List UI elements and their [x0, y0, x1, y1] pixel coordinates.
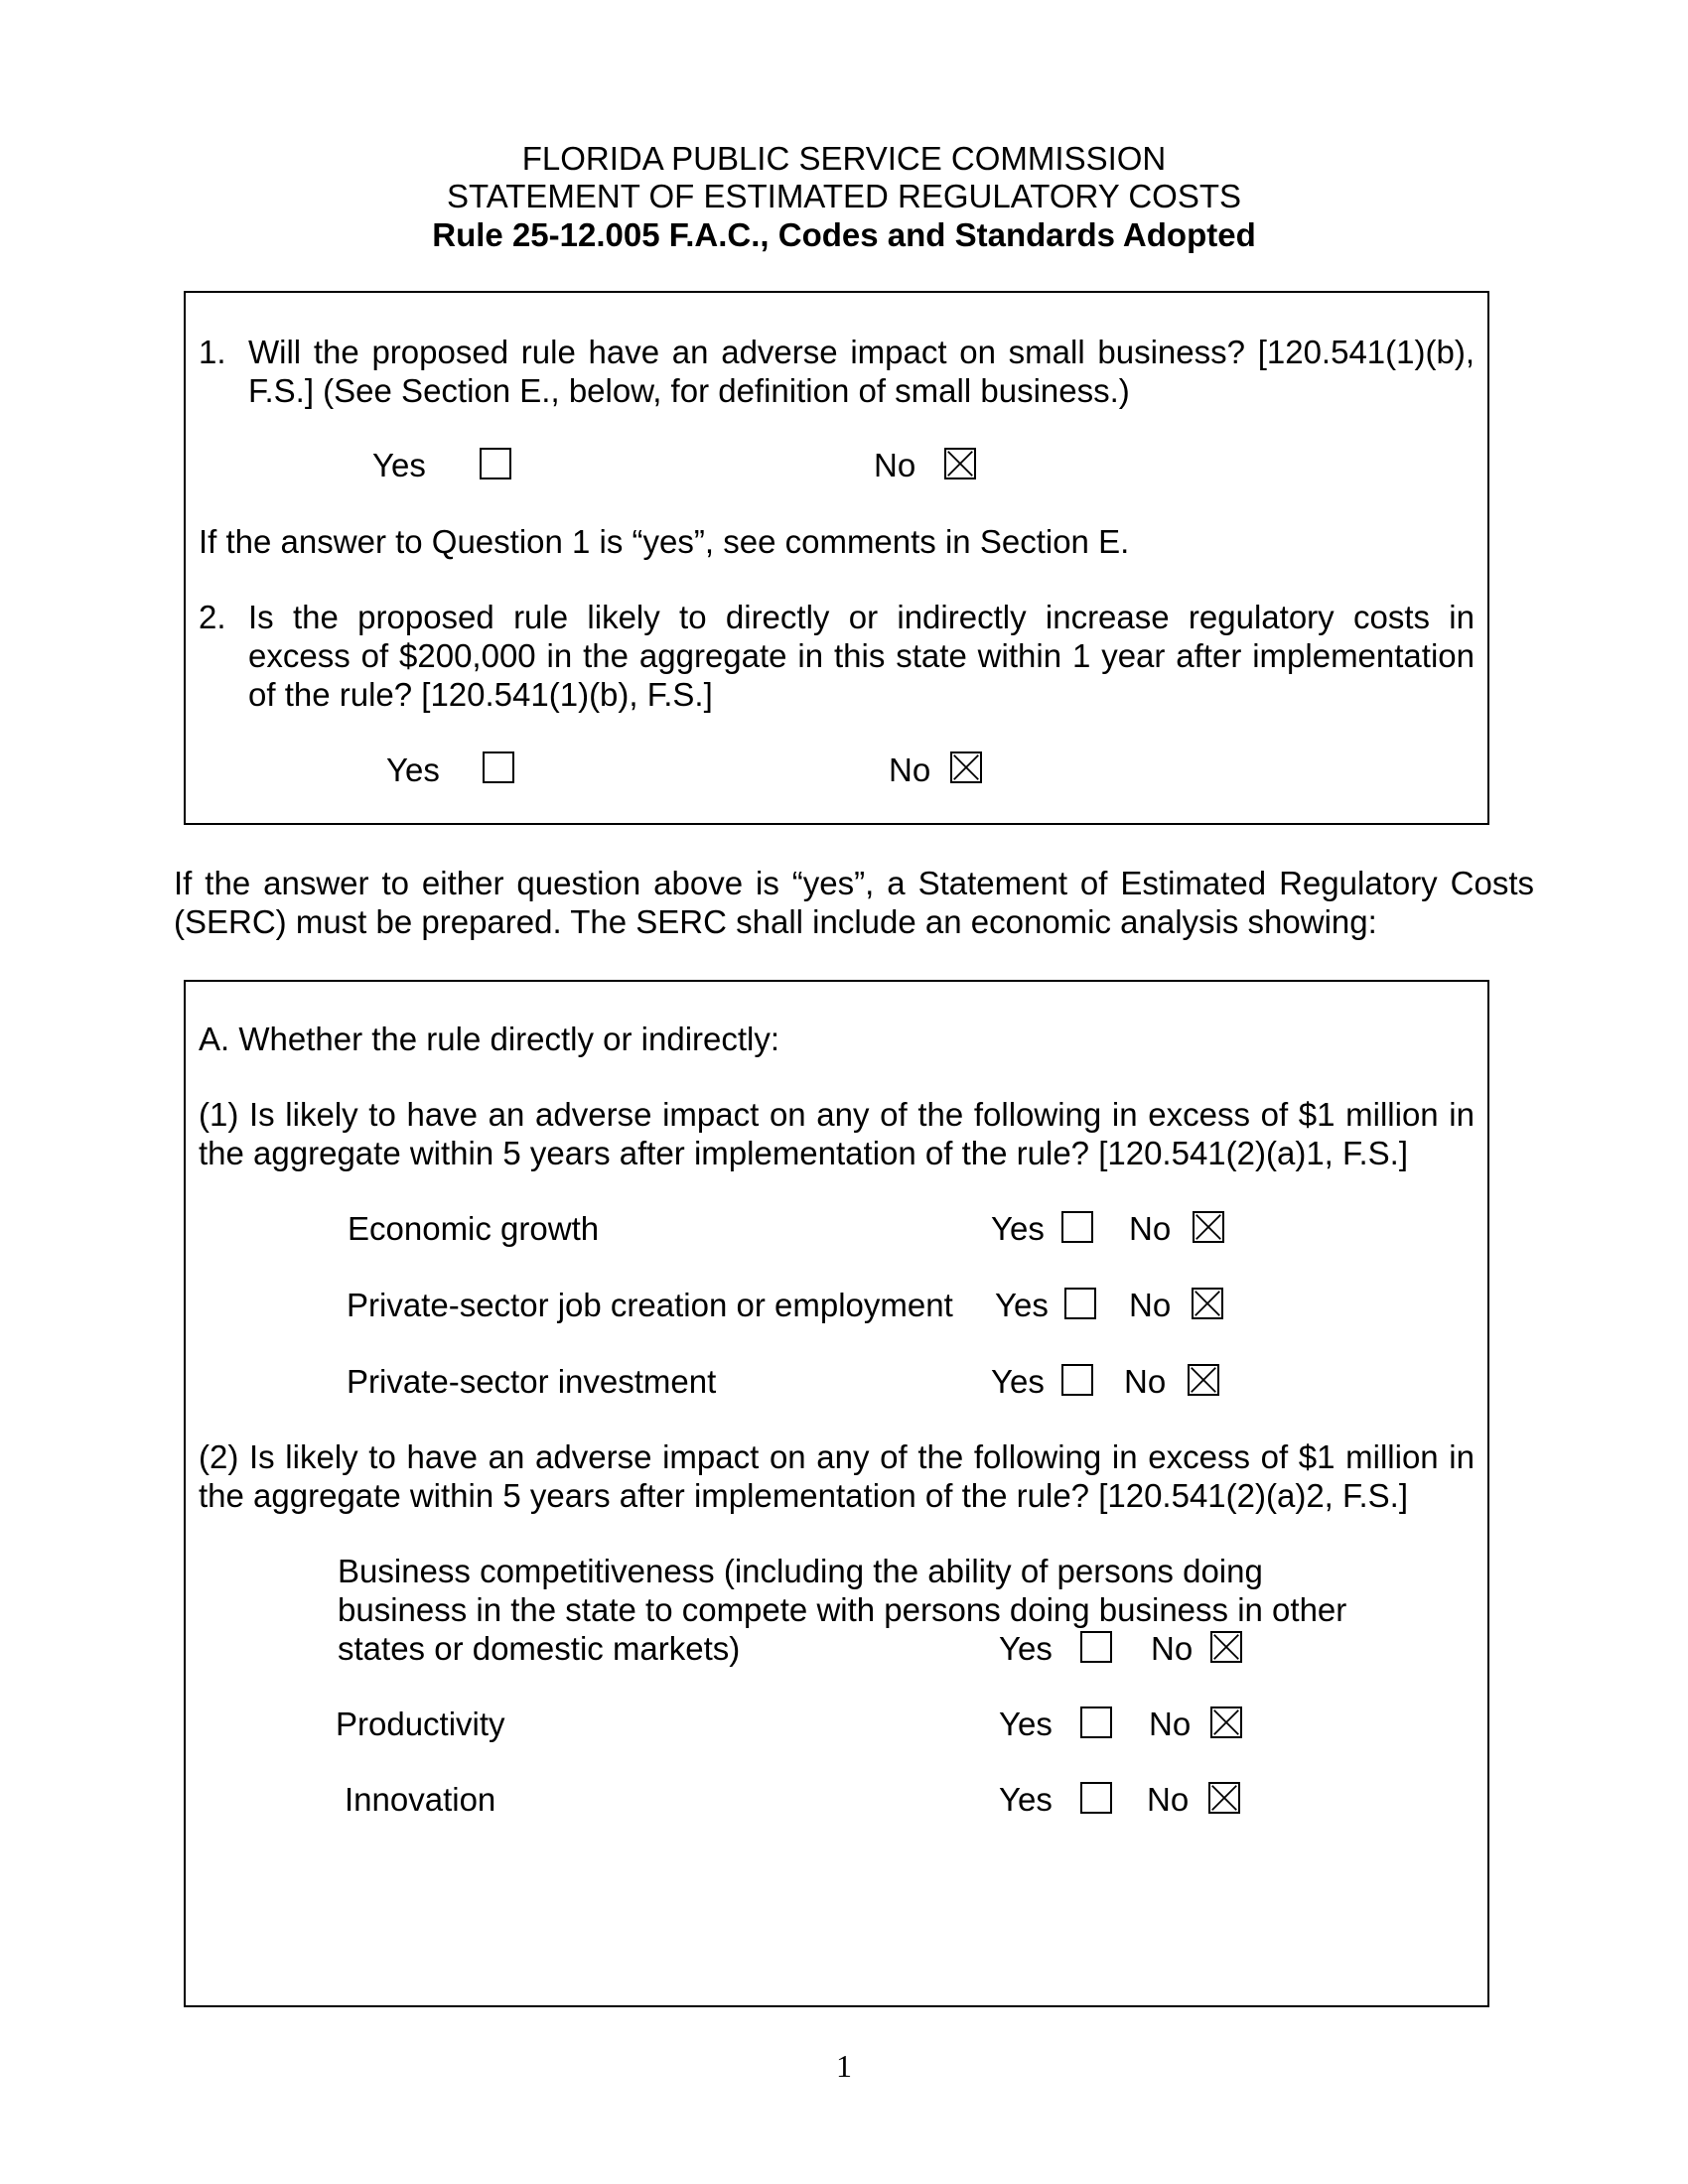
checked-x-icon [1190, 1366, 1217, 1394]
row-productivity-no-label: No [1149, 1706, 1192, 1742]
row-economic-growth-yes-label: Yes [991, 1210, 1045, 1247]
checked-x-icon [1212, 1633, 1240, 1661]
checked-x-icon [946, 450, 974, 478]
q2-no-checkbox[interactable] [950, 751, 982, 783]
checked-x-icon [1212, 1708, 1240, 1736]
q1-note: If the answer to Question 1 is “yes”, see comments in Section E. [199, 523, 1130, 560]
row-productivity-yes-checkbox[interactable] [1080, 1706, 1112, 1738]
row-productivity-yes-label: Yes [999, 1706, 1053, 1742]
row-competitiveness-yes-label: Yes [999, 1630, 1053, 1667]
row-economic-growth-label: Economic growth [348, 1210, 600, 1247]
row-economic-growth-yes-checkbox[interactable] [1061, 1211, 1093, 1243]
row-job-creation-no-label: No [1129, 1287, 1172, 1323]
checked-x-icon [1210, 1784, 1238, 1812]
q1-yes-label: Yes [372, 447, 426, 483]
q2-number: 2. [199, 599, 226, 635]
row-job-creation-yes-checkbox[interactable] [1064, 1288, 1096, 1319]
row-innovation-no-checkbox[interactable] [1208, 1782, 1240, 1814]
row-productivity-no-checkbox[interactable] [1210, 1706, 1242, 1738]
checked-x-icon [1195, 1213, 1222, 1241]
row-competitiveness-label-line3: states or domestic markets) [338, 1630, 741, 1667]
row-investment-no-label: No [1124, 1363, 1167, 1400]
row-competitiveness-no-checkbox[interactable] [1210, 1631, 1242, 1663]
p2-text-line2: the aggregate within 5 years after implementation of the rule? [120.541(2)(a)2, F.S.] [199, 1477, 1409, 1514]
q1-text-line2: F.S.] (See Section E., below, for definition of small business.) [248, 372, 1130, 409]
row-competitiveness-label-line2: business in the state to compete with persons doing business in other [338, 1591, 1347, 1628]
q1-number: 1. [199, 334, 226, 370]
checked-x-icon [1194, 1290, 1221, 1317]
row-economic-growth-no-label: No [1129, 1210, 1172, 1247]
header-rule-title: Rule 25-12.005 F.A.C., Codes and Standards Adopted [432, 216, 1256, 253]
checked-x-icon [952, 753, 980, 781]
row-competitiveness-no-label: No [1151, 1630, 1194, 1667]
row-competitiveness-yes-checkbox[interactable] [1080, 1631, 1112, 1663]
row-innovation-no-label: No [1147, 1781, 1190, 1818]
q1-text-line1: Will the proposed rule have an adverse impact on small business? [120.541(1)(b), [248, 334, 1475, 370]
row-job-creation-yes-label: Yes [995, 1287, 1049, 1323]
row-economic-growth-no-checkbox[interactable] [1193, 1211, 1224, 1243]
p1-text-line2: the aggregate within 5 years after implementation of the rule? [120.541(2)(a)1, F.S.] [199, 1135, 1409, 1171]
header-title-line2: STATEMENT OF ESTIMATED REGULATORY COSTS [446, 178, 1242, 214]
page-number: 1 [836, 2048, 852, 2084]
serc-paragraph-line2: (SERC) must be prepared. The SERC shall include an economic analysis showing: [174, 903, 1377, 940]
row-innovation-yes-checkbox[interactable] [1080, 1782, 1112, 1814]
q1-no-label: No [874, 447, 916, 483]
q2-text-line2: excess of $200,000 in the aggregate in this state within 1 year after implementation [248, 637, 1475, 674]
row-job-creation-label: Private-sector job creation or employment [347, 1287, 953, 1323]
row-investment-yes-label: Yes [991, 1363, 1045, 1400]
row-investment-label: Private-sector investment [347, 1363, 717, 1400]
row-investment-no-checkbox[interactable] [1188, 1364, 1219, 1396]
q2-yes-checkbox[interactable] [483, 751, 514, 783]
p2-text-line1: (2) Is likely to have an adverse impact on any of the following in excess of $1 million in [199, 1438, 1475, 1475]
row-competitiveness-label-line1: Business competitiveness (including the ability of persons doing [338, 1553, 1263, 1589]
header-title-line1: FLORIDA PUBLIC SERVICE COMMISSION [521, 140, 1167, 177]
row-productivity-label: Productivity [336, 1706, 505, 1742]
q2-yes-label: Yes [386, 751, 440, 788]
row-innovation-label: Innovation [345, 1781, 496, 1818]
q2-no-label: No [889, 751, 931, 788]
row-investment-yes-checkbox[interactable] [1061, 1364, 1093, 1396]
p1-text-line1: (1) Is likely to have an adverse impact on any of the following in excess of $1 million in [199, 1096, 1475, 1133]
row-job-creation-no-checkbox[interactable] [1192, 1288, 1223, 1319]
q1-yes-checkbox[interactable] [480, 448, 511, 479]
q2-text-line3: of the rule? [120.541(1)(b), F.S.] [248, 676, 713, 713]
q2-text-line1: Is the proposed rule likely to directly or indirectly increase regulatory costs in [248, 599, 1475, 635]
q1-no-checkbox[interactable] [944, 448, 976, 479]
section-a-heading: A. Whether the rule directly or indirectly: [199, 1021, 780, 1057]
row-innovation-yes-label: Yes [999, 1781, 1053, 1818]
serc-paragraph-line1: If the answer to either question above is “yes”, a Statement of Estimated Regulatory Costs [174, 865, 1534, 901]
